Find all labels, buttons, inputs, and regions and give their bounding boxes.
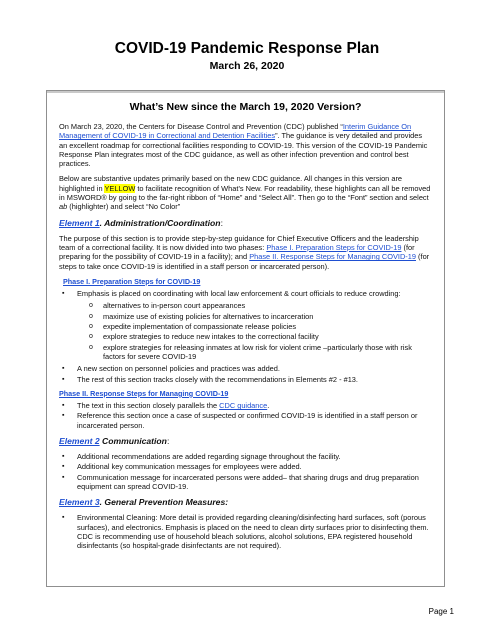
phase-1-list: [59, 289, 432, 298]
cdc-guidance-link-2[interactable]: CDC guidance: [219, 401, 268, 411]
list-item: o alternatives to in-person court appearances: [59, 301, 432, 310]
cdc-guidance-link[interactable]: Interim Guidance On Management of COVID-19 in Correctional and Detention Facilities: [59, 122, 412, 141]
element-2-link[interactable]: Element 2: [59, 436, 100, 447]
phase-1-sublist: [59, 301, 432, 361]
list-item: ▪ Communication message for incarcerated persons were added– that sharing drugs and drug preparation equipment can spread COVID-19.: [59, 473, 432, 492]
list-item: [59, 401, 432, 410]
list-item: o expedite implementation of compassionate release policies: [59, 322, 432, 331]
element-3-link[interactable]: Element 3: [59, 497, 100, 508]
element-3-list: [59, 513, 432, 550]
yellow-highlight-text: YELLOW: [104, 183, 136, 193]
intro-text: to facilitate recognition of What’s New. For readability, these highlights can all be removed in MSWORD® by going to the far-right ribbon of “Home” and “Select All”. Then go to the “Font” section and select: [59, 183, 431, 203]
intro-text: (highlighter) and select “No Color”: [67, 202, 181, 212]
ab-highlighter-text: ab: [59, 202, 68, 212]
phase-2-link[interactable]: Phase II. Response Steps for Managing COVID-19: [249, 252, 416, 262]
list-item: ▪ The rest of this section tracks closely with the recommendations in Elements #2 - #13.: [59, 375, 432, 384]
page-number: Page 1: [428, 607, 454, 616]
phase-1-link[interactable]: Phase I. Preparation Steps for COVID-19: [266, 242, 402, 252]
whats-new-box: [46, 90, 445, 587]
list-item: ▪ Additional key communication messages for employees were added.: [59, 462, 432, 471]
document-title: COVID-19 Pandemic Response Plan: [114, 40, 380, 57]
element-2-list: [59, 452, 432, 491]
list-text: .: [267, 401, 270, 411]
intro-paragraph-1: [59, 122, 432, 168]
desc-text: (for steps to take once COVID-19 is identified in a staff person or incarcerated person).: [59, 252, 430, 271]
list-item: ▪ A new section on personnel policies and practices was added.: [59, 364, 432, 373]
element-1-heading: [59, 218, 432, 228]
list-item: o explore strategies to reduce new intakes to the correctional facility: [59, 332, 432, 341]
list-item: ▪ Emphasis is placed on coordinating with local law enforcement & court officials to reduce crowding:: [59, 289, 432, 298]
document-date: March 26, 2020: [209, 60, 285, 72]
phase-1-heading[interactable]: Phase I. Preparation Steps for COVID-19: [63, 276, 201, 286]
element-2-heading: [59, 436, 432, 446]
box-top-border: [47, 90, 444, 93]
desc-text: The purpose of this section is to provide step-by-step guidance for Chief Executive Officers and the leadership team of a correctional facility. It is now divided into two phases:: [59, 233, 419, 252]
whats-new-heading: What’s New since the March 19, 2020 Version?: [129, 101, 362, 113]
intro-text: ”. The guidance is very detailed and provides an excellent roadmap for correctional facilities responding to COVID-19. This version of the COVID-19 Pandemic Response Plan integrates most of the CDC guidance, as well as other infection prevention and control best practices.: [59, 131, 428, 169]
element-1-link[interactable]: Element 1: [59, 217, 100, 228]
element-2-title: Communication: [99, 436, 167, 447]
list-item: ▪ Additional recommendations are added regarding signage throughout the facility.: [59, 452, 432, 461]
intro-text: On March 23, 2020, the Centers for Disease Control and Prevention (CDC) published “: [59, 122, 343, 131]
desc-text: (for preparing for the possibility of COVID-19 in a facility); and: [59, 242, 415, 262]
list-item: o explore strategies for releasing inmates at low risk for violent crime –particularly those with risk factors for severe COVID-19: [59, 343, 432, 362]
list-text: The text in this section closely parallels the: [77, 401, 220, 411]
list-item: ▪ Environmental Cleaning: More detail is provided regarding cleaning/disinfecting hard surfaces, soft (porous surfaces), and electronics. Emphasis is placed on the need to clean dirty surfaces prior to disinfecting them. CDC is recommending use of household bleach solutions, alcohol solutions, EPA registered household disinfectants (so hospital-grade disinfectants are not required).: [59, 513, 432, 550]
element-1-title: . Administration/Coordination: [99, 217, 221, 228]
element-3-title: . General Prevention Measures:: [99, 497, 229, 508]
phase-1-list-2: [59, 364, 432, 384]
element-3-heading: [59, 497, 432, 507]
element-2-colon: :: [166, 436, 170, 447]
intro-text: Below are substantive updates primarily based on the new CDC guidance. All changes in this version are highlighted in: [59, 174, 403, 193]
element-1-description: [59, 234, 432, 271]
intro-paragraph-2: [59, 174, 432, 211]
list-item: o maximize use of existing policies for alternatives to incarceration: [59, 312, 432, 321]
phase-2-list: [59, 401, 432, 430]
element-1-colon: :: [220, 217, 223, 228]
phase-2-heading[interactable]: Phase II. Response Steps for Managing COVID-19: [59, 388, 229, 398]
list-item: ▪ Reference this section once a case of suspected or confirmed COVID-19 is identified in a staff person or incarcerated person.: [59, 411, 432, 430]
